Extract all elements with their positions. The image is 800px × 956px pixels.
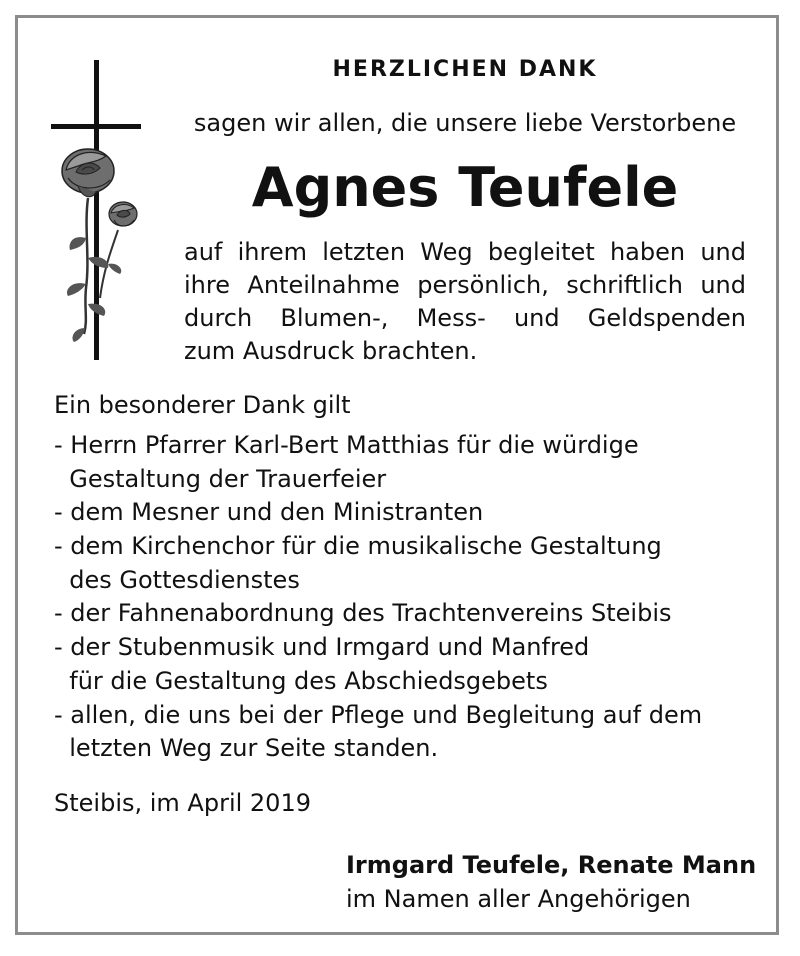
list-item: letzten Weg zur Seite standen. [54,734,439,763]
special-thanks-intro: Ein besonderer Dank gilt [54,391,351,419]
notice-heading: HERZLICHEN DANK [332,57,598,82]
list-item: - der Stubenmusik und Irmgard und Manfred [54,633,590,662]
list-item: - Herrn Pfarrer Karl-Bert Matthias für die würdige [54,431,639,459]
list-item: Gestaltung der Trauerfeier [54,464,387,493]
cross-with-roses-icon [48,58,144,362]
signatories: Irmgard Teufele, Renate Mann [346,851,757,879]
thanks-list [54,429,774,766]
paragraph-line: durch Blumen-, Mess- und Geldspenden [184,304,746,332]
paragraph-line: auf ihrem letzten Weg begleitet haben und [184,238,746,266]
list-item: für die Gestaltung des Abschiedsgebets [54,666,548,695]
thanks-paragraph [184,236,746,368]
place-date: Steibis, im April 2019 [54,789,311,817]
list-item: - der Fahnenabordnung des Trachtenvereins Steibis [54,599,672,628]
intro-text: sagen wir allen, die unsere liebe Verstorbene [193,109,737,137]
signature-block [346,848,756,916]
list-item: - dem Mesner und den Ministranten [54,498,484,527]
list-item: - dem Kirchenchor für die musikalische Gestaltung [54,532,662,561]
paragraph-line: zum Ausdruck brachten. [184,337,478,365]
deceased-name: Agnes Teufele [251,156,679,219]
list-item: des Gottesdienstes [54,565,300,594]
list-item: - allen, die uns bei der Pflege und Begleitung auf dem [54,700,703,729]
paragraph-line: ihre Anteilnahme persönlich, schriftlich und [184,271,746,299]
signatories-note: im Namen aller Angehörigen [346,885,691,913]
